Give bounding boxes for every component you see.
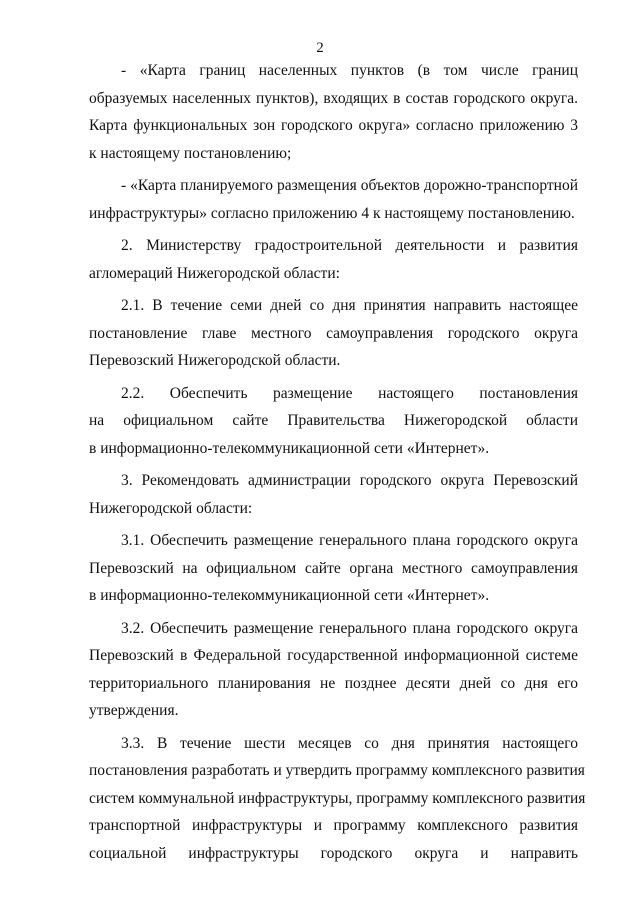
text-line: Карта функциональных зон городского округа» согласно приложению 3 — [89, 117, 578, 134]
text-line: постановление главе местного самоуправления городского округа — [89, 324, 578, 342]
text-line: 2.1. В течение семи дней со дня принятия направить настоящее — [121, 297, 578, 314]
text-line: Нижегородской области: — [89, 499, 253, 517]
text-line: Перевозский в Федеральной государственной информационной системе — [89, 647, 578, 664]
paragraph — [89, 615, 578, 725]
text-line: территориального планирования не позднее десяти дней со дня его — [89, 674, 578, 692]
paragraph — [89, 57, 578, 167]
text-line: 3.2. Обеспечить размещение генерального плана городского округа — [121, 619, 578, 637]
text-line: постановления разработать и утвердить программу комплексного развития — [89, 762, 585, 779]
text-line: утверждения. — [89, 702, 179, 719]
document-body — [89, 57, 586, 867]
text-line: образуемых населенных пунктов), входящих в состав городского округа. — [89, 89, 578, 107]
paragraph — [89, 172, 578, 227]
text-line: 3.3. В течение шести месяцев со дня принятия настоящего — [121, 734, 578, 752]
text-line: Перевозский Нижегородской области. — [89, 352, 341, 369]
text-line: 3. Рекомендовать администрации городского округа Перевозский — [121, 472, 578, 489]
text-line: инфраструктуры» согласно приложению 4 к настоящему постановлению. — [89, 204, 575, 222]
text-line: в информационно-телекоммуникационной сети «Интернет». — [89, 587, 490, 604]
text-line: 2. Министерству градостроительной деятельности и развития — [121, 237, 578, 254]
text-line: социальной инфраструктуры городского округа и направить — [89, 844, 578, 862]
text-line: Перевозский на официальном сайте органа местного самоуправления — [89, 559, 578, 577]
text-line: в информационно-телекоммуникационной сети «Интернет». — [89, 439, 490, 457]
paragraph — [89, 467, 578, 522]
paragraph — [89, 527, 578, 610]
text-line: транспортной инфраструктуры и программу комплексного развития — [89, 817, 578, 834]
text-line: к настоящему постановлению; — [89, 144, 292, 162]
text-line: на официальном сайте Правительства Нижегородской области — [89, 412, 578, 429]
text-line: - «Карта планируемого размещения объектов дорожно-транспортной — [121, 177, 578, 194]
text-line: агломераций Нижегородской области: — [89, 264, 340, 282]
text-line: - «Карта границ населенных пунктов (в том числе границ — [121, 62, 578, 79]
text-line: 2.2. Обеспечить размещение настоящего постановления — [121, 384, 578, 402]
paragraph — [89, 292, 578, 375]
text-line: систем коммунальной инфраструктуры, программу комплексного развития — [89, 789, 586, 807]
paragraph — [89, 380, 578, 463]
page-number: 2 — [316, 40, 324, 56]
text-line: 3.1. Обеспечить размещение генерального плана городского округа — [121, 532, 578, 549]
paragraph — [89, 232, 578, 287]
paragraph — [89, 730, 586, 868]
